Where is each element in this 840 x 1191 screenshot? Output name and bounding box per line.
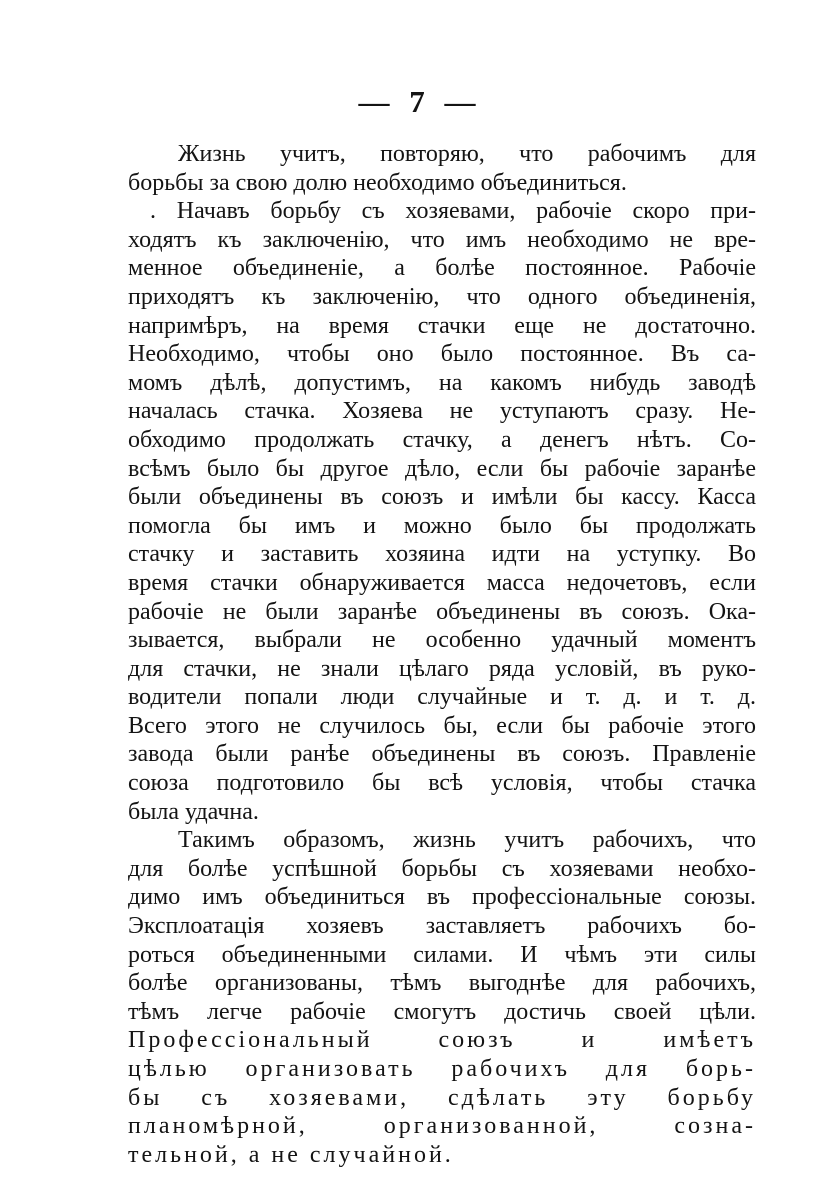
text-line: менное объединеніе, а болѣе постоянное. Рабочіе bbox=[128, 255, 756, 282]
text-line: завода были ранѣе объединены въ союзъ. Правленіе bbox=[128, 741, 756, 768]
text-line: напримѣръ, на время стачки еще не достаточно. bbox=[128, 312, 756, 339]
text-line: союза подготовило бы всѣ условія, чтобы стачка bbox=[128, 770, 756, 797]
text-line: тельной, а не случайной. bbox=[128, 1141, 454, 1168]
text-line: цѣлью организовать рабочихъ для борь- bbox=[128, 1056, 756, 1082]
text-line: всѣмъ было бы другое дѣло, если бы рабочіе заранѣе bbox=[128, 455, 756, 482]
text-line: рабочіе не были заранѣе объединены въ союзъ. Ока- bbox=[128, 598, 756, 625]
text-line: стачку и заставить хозяина идти на уступку. Во bbox=[128, 541, 756, 568]
text-line: были объединены въ союзъ и имѣли бы кассу. Касса bbox=[128, 484, 756, 511]
page-number-header: — 7 — bbox=[358, 84, 482, 119]
text-line: время стачки обнаруживается масса недочетовъ, если bbox=[128, 569, 756, 596]
text-line: Такимъ образомъ, жизнь учитъ рабочихъ, что bbox=[178, 827, 756, 854]
text-line: . Начавъ борьбу съ хозяевами, рабочіе скоро при- bbox=[150, 198, 756, 225]
text-line: бы съ хозяевами, сдѣлать эту борьбу bbox=[128, 1084, 756, 1111]
text-line: Жизнь учитъ, повторяю, что рабочимъ для bbox=[178, 141, 756, 167]
text-line: планомѣрной, организованной, созна- bbox=[128, 1113, 756, 1140]
text-line: была удачна. bbox=[128, 798, 259, 825]
body-text bbox=[128, 140, 756, 1169]
text-line: ходятъ къ заключенію, что имъ необходимо не вре- bbox=[128, 226, 756, 253]
text-line: водители попали люди случайные и т. д. и т. д. bbox=[128, 684, 756, 711]
text-line: для болѣе успѣшной борьбы съ хозяевами необхо- bbox=[128, 855, 756, 882]
text-line: началась стачка. Хозяева не уступаютъ сразу. Не- bbox=[128, 398, 756, 425]
text-line: Необходимо, чтобы оно было постоянное. Въ са- bbox=[128, 341, 756, 368]
text-line: роться объединенными силами. И чѣмъ эти силы bbox=[128, 941, 756, 968]
text-line: Всего этого не случилось бы, если бы рабочіе этого bbox=[128, 712, 756, 739]
text-line: обходимо продолжать стачку, а денегъ нѣтъ. Со- bbox=[128, 426, 756, 453]
text-line: для стачки, не знали цѣлаго ряда условій, въ руко- bbox=[128, 655, 756, 682]
text-line: момъ дѣлѣ, допустимъ, на какомъ нибудь заводѣ bbox=[128, 369, 756, 396]
text-line: борьбы за свою долю необходимо объединиться. bbox=[128, 169, 627, 196]
text-line: приходятъ къ заключенію, что одного объединенія, bbox=[128, 283, 756, 310]
text-line: Профессіональный союзъ и имѣетъ bbox=[128, 1027, 756, 1054]
text-line: помогла бы имъ и можно было бы продолжать bbox=[128, 512, 756, 539]
text-line: Эксплоатація хозяевъ заставляетъ рабочихъ бо- bbox=[128, 913, 756, 940]
text-line: зывается, выбрали не особенно удачный моментъ bbox=[128, 627, 756, 654]
text-line: болѣе организованы, тѣмъ выгоднѣе для рабочихъ, bbox=[128, 970, 756, 997]
text-line: тѣмъ легче рабочіе смогутъ достичь своей цѣли. bbox=[128, 998, 756, 1025]
text-line: димо имъ объединиться въ профессіональные союзы. bbox=[128, 884, 756, 911]
